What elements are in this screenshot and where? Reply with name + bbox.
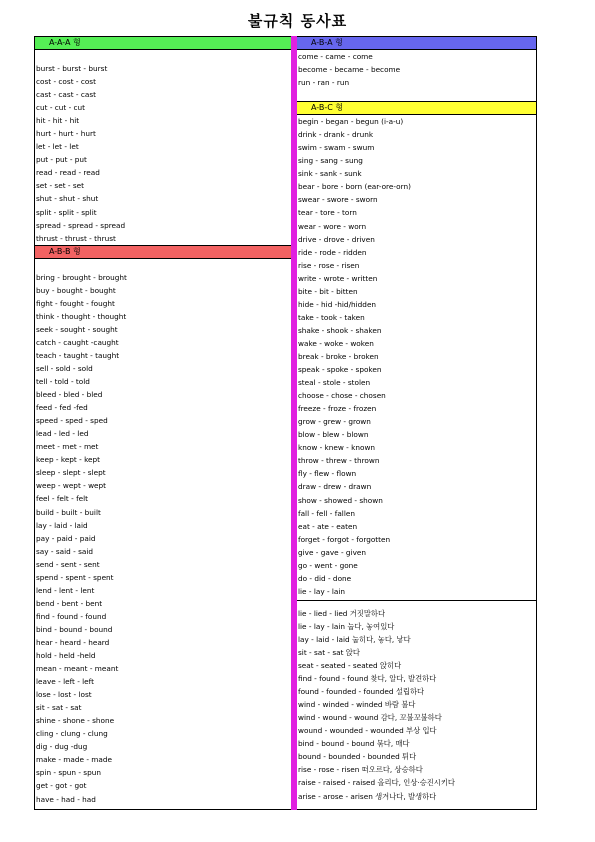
section-header-aba: A-B-A 형	[297, 37, 536, 50]
verb-entry: speed - sped - sped	[36, 416, 108, 426]
verb-entry: become - became - become	[298, 65, 401, 75]
verb-entry: show - showed - shown	[298, 495, 383, 505]
verb-entry: tear - tore - torn	[298, 208, 357, 218]
verb-entry: think - thought - thought	[36, 311, 127, 321]
verb-entry: wear - wore - worn	[298, 221, 367, 231]
verb-entry: lay - laid - laid 눕히다, 놓다, 낳다	[298, 634, 411, 644]
verb-entry: thrust - thrust - thrust	[36, 233, 116, 243]
page-title: 불규칙 동사표	[247, 12, 348, 30]
spacer	[35, 259, 291, 271]
verb-entry: bind - bound - bound 묶다, 매다	[298, 739, 410, 749]
verb-entry: know - knew - known	[298, 443, 376, 453]
verb-entry: leave - left - left	[36, 677, 94, 687]
verb-entry: found - founded - founded 설립하다	[298, 687, 425, 697]
spacer	[297, 89, 536, 101]
verb-entry: do - did - done	[298, 573, 352, 583]
verb-entry: bring - brought - brought	[36, 272, 127, 282]
verb-entry: burst - burst - burst	[36, 64, 108, 73]
verb-entry: hide - hid -hid/hidden	[298, 299, 377, 309]
verb-entry: sell - sold - sold	[36, 363, 93, 373]
verb-entry: rise - rose - risen	[298, 260, 360, 270]
verb-entry: lead - led - led	[36, 429, 89, 439]
verb-entry: sit - sat - sat	[36, 703, 82, 713]
verb-entry: speak - spoke - spoken	[298, 365, 382, 375]
verb-entry: raise - raised - raised 올리다, 인상·승진시키다	[298, 778, 455, 788]
section-header-abb: A-B-B 형	[35, 245, 291, 259]
verb-entry: dig - dug -dug	[36, 742, 88, 752]
verb-entry: lose - lost - lost	[36, 690, 92, 700]
verb-entry: bind - bound - bound	[36, 624, 113, 634]
verb-entry: spend - spent - spent	[36, 572, 114, 582]
verb-entry: lie - lay - lain	[298, 586, 346, 596]
verb-entry: spread - spread - spread	[36, 220, 126, 230]
verb-entry: lay - laid - laid	[36, 520, 88, 530]
verb-entry: weep - wept - wept	[36, 481, 107, 491]
verb-entry: teach - taught - taught	[36, 350, 120, 360]
verb-entry: wound - wounded - wounded 부상 입다	[298, 726, 437, 736]
verb-entry: find - found - found 찾다, 알다, 발견하다	[298, 674, 437, 684]
section-header-abc: A-B-C 형	[297, 101, 536, 115]
verb-entry: split - split - split	[36, 207, 97, 217]
verb-entry: give - gave - given	[298, 547, 367, 557]
verb-entry: steal - stole - stolen	[298, 378, 371, 388]
verb-entry: hurt - hurt - hurt	[36, 129, 96, 139]
verb-entry: read - read - read	[36, 168, 100, 178]
verb-entry: tell - told - told	[36, 377, 90, 387]
verb-entry: choose - chose - chosen	[298, 391, 386, 401]
verb-entry: fly - flew - flown	[298, 469, 357, 479]
verb-entry: put - put - put	[36, 155, 87, 165]
verb-entry: lie - lied - lied 거짓말하다	[298, 608, 386, 618]
verb-entry: wind - winded - winded 바람 불다	[298, 700, 416, 710]
verb-entry: find - found - found	[36, 611, 107, 621]
verb-entry: keep - kept - kept	[36, 455, 101, 465]
verb-entry: seek - sought - sought	[36, 324, 118, 334]
verb-entry: rise - rose - risen 떠오르다, 상승하다	[298, 765, 423, 775]
verb-entry: fight - fought - fought	[36, 298, 115, 308]
verb-entry: bound - bounded - bounded 튀다	[298, 752, 417, 762]
verb-entry: ride - rode - ridden	[298, 247, 367, 257]
verb-entry: make - made - made	[36, 755, 112, 765]
verb-entry: meet - met - met	[36, 442, 99, 452]
verb-entry: swim - swam - swum	[298, 143, 375, 153]
verb-entry: freeze - froze - frozen	[298, 404, 377, 414]
verb-entry: sing - sang - sung	[298, 156, 363, 166]
verb-entry: shake - shook - shaken	[298, 325, 382, 335]
verb-entry: grow - grew - grown	[298, 417, 371, 427]
verb-entry: pay - paid - paid	[36, 533, 96, 543]
verb-entry: buy - bought - bought	[36, 285, 116, 295]
verb-entry: bite - bit - bitten	[298, 286, 358, 296]
verb-entry: blow - blew - blown	[298, 430, 369, 440]
verb-entry: begin - began - begun (i-a-u)	[298, 117, 404, 127]
verb-entry: get - got - got	[36, 781, 87, 791]
verb-entry: bend - bent - bent	[36, 598, 103, 608]
verb-entry: cut - cut - cut	[36, 103, 86, 113]
right-column	[297, 37, 536, 803]
verb-entry: come - came - come	[298, 52, 373, 61]
verb-list-aaa	[35, 62, 291, 245]
verb-entry: feed - fed -fed	[36, 403, 88, 413]
verb-entry: let - let - let	[36, 142, 79, 152]
verb-entry: eat - ate - eaten	[298, 521, 358, 531]
verb-entry: fall - fell - fallen	[298, 508, 355, 518]
verb-entry: mean - meant - meant	[36, 664, 119, 674]
verb-entry: have - had - had	[36, 794, 96, 804]
verb-entry: bleed - bled - bled	[36, 390, 103, 400]
verb-entry: take - took - taken	[298, 312, 365, 322]
verb-entry: arise - arose - arisen 생겨나다, 발생하다	[298, 791, 437, 801]
verb-entry: sit - sat - sat 앉다	[298, 648, 360, 658]
verb-entry: sink - sank - sunk	[298, 169, 362, 179]
verb-entry: feel - felt - felt	[36, 494, 89, 504]
verb-entry: seat - seated - seated 앉히다	[298, 661, 402, 671]
verb-entry: write - wrote - written	[298, 273, 378, 283]
verb-entry: cost - cost - cost	[36, 77, 96, 87]
verb-entry: go - went - gone	[298, 560, 358, 570]
verb-entry: say - said - said	[36, 546, 93, 556]
verb-entry: run - ran - run	[298, 78, 350, 88]
section-separator	[297, 600, 536, 601]
verb-entry: cling - clung - clung	[36, 729, 108, 739]
section-header-aaa: A-A-A 형	[35, 37, 291, 50]
verb-entry: wind - wound - wound 감다, 꼬불꼬불하다	[298, 713, 442, 723]
verb-entry: draw - drew - drawn	[298, 482, 372, 492]
verb-entry: send - sent - sent	[36, 559, 100, 569]
verb-entry: drive - drove - driven	[298, 234, 375, 244]
verb-entry: bear - bore - born (ear-ore-orn)	[298, 182, 411, 192]
verb-entry: cast - cast - cast	[36, 90, 96, 100]
verb-entry: wake - woke - woken	[298, 338, 374, 348]
verb-list-aba	[297, 50, 536, 89]
verb-list-abc	[297, 115, 536, 598]
verb-entry: drink - drank - drunk	[298, 130, 374, 140]
verb-entry: spin - spun - spun	[36, 768, 101, 778]
verb-entry: hold - held -held	[36, 651, 96, 661]
verb-list-confusing	[297, 607, 536, 803]
verb-entry: break - broke - broken	[298, 351, 379, 361]
verb-entry: swear - swore - sworn	[298, 195, 378, 205]
verb-entry: build - built - built	[36, 507, 101, 517]
verb-entry: hit - hit - hit	[36, 116, 80, 126]
verb-entry: forget - forgot - forgotten	[298, 534, 391, 544]
verb-entry: lie - lay - lain 눕다, 놓여있다	[298, 621, 395, 631]
verb-list-abb	[35, 271, 291, 806]
verb-entry: hear - heard - heard	[36, 637, 110, 647]
verb-entry: lend - lent - lent	[36, 585, 95, 595]
verb-entry: shine - shone - shone	[36, 716, 115, 726]
verb-entry: throw - threw - thrown	[298, 456, 380, 466]
verb-entry: sleep - slept - slept	[36, 468, 106, 478]
verb-entry: set - set - set	[36, 181, 84, 191]
left-column	[35, 37, 291, 806]
verb-entry: catch - caught -caught	[36, 337, 119, 347]
spacer	[35, 50, 291, 62]
verb-entry: shut - shut - shut	[36, 194, 99, 204]
